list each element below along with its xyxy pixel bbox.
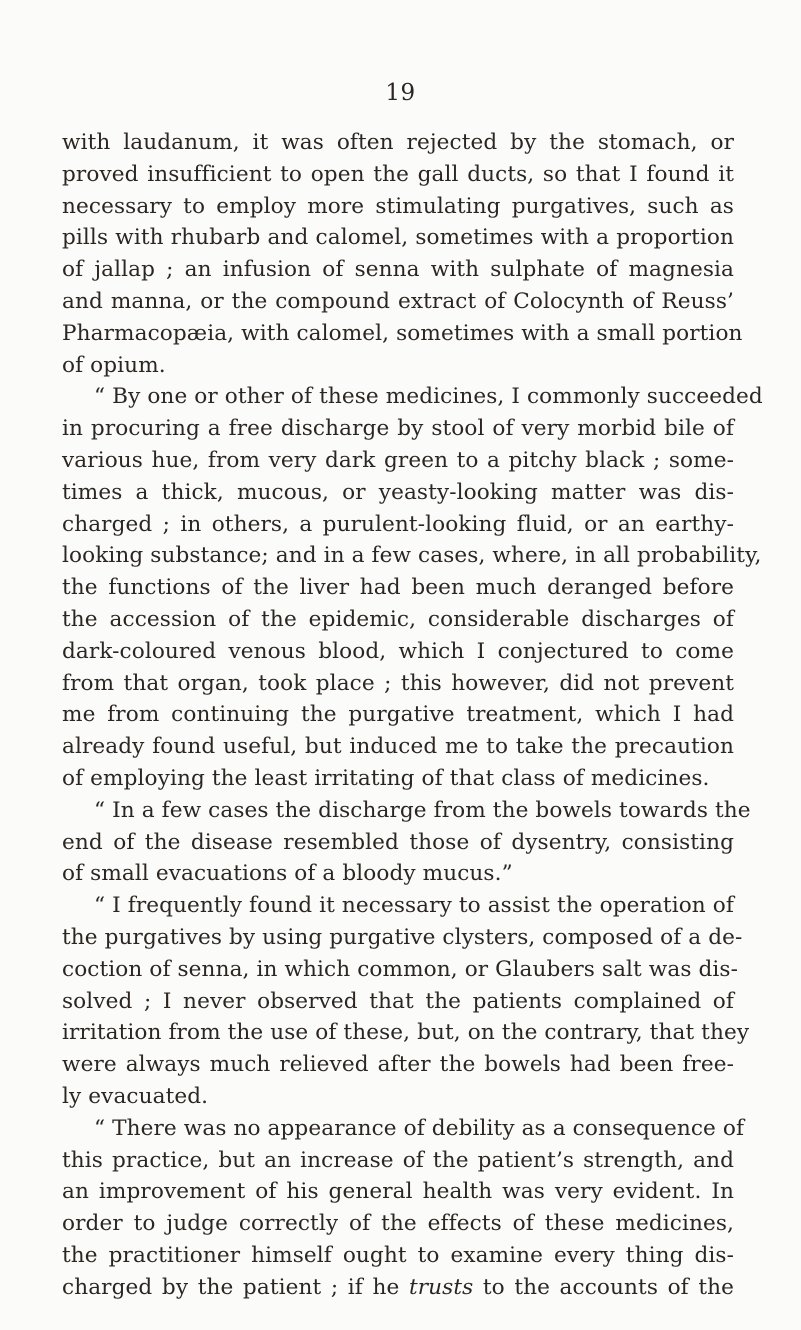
text-line: “ I frequently found it necessary to assist the operation of [94,893,734,919]
text-line: irritation from the use of these, but, on the contrary, that they [62,1020,750,1046]
text-line: of small evacuations of a bloody mucus.” [62,861,513,887]
text-line: order to judge correctly of the effects of these medicines, [62,1211,734,1237]
body-text [62,127,763,1303]
text-line: the accession of the epidemic, considerable discharges of [62,606,734,632]
text-line: me from continuing the purgative treatment, which I had [62,702,734,728]
text-line: of opium. [62,352,166,378]
text-line: the purgatives by using purgative clysters, composed of a de- [62,924,743,950]
text-line: of employing the least irritating of that class of medicines. [62,765,710,791]
text-segment: charged by the patient ; if he [62,1274,409,1300]
text-line: with laudanum, it was often rejected by the stomach, or [62,130,734,155]
text-line: “ There was no appearance of debility as a consequence of [94,1115,745,1141]
text-line: proved insufficient to open the gall ducts, so that I found it [62,161,734,187]
text-line: were always much relieved after the bowels had been free- [62,1052,734,1078]
text-line: the functions of the liver had been much deranged before [62,575,734,601]
text-line: looking substance; and in a few cases, where, in all probability, [62,543,762,569]
text-line: various hue, from very dark green to a pitchy black ; some- [62,447,734,473]
text-line: “ In a few cases the discharge from the bowels towards the [94,797,751,823]
text-line: solved ; I never observed that the patients complained of [62,988,734,1014]
text-line: in procuring a free discharge by stool of very morbid bile of [62,416,734,442]
text-line: charged ; in others, a purulent-looking fluid, or an earthy- [62,511,734,537]
text-line: from that organ, took place ; this however, did not prevent [62,670,734,696]
page-number: 19 [385,80,416,106]
text-line: coction of senna, in which common, or Glaubers salt was dis- [62,956,739,982]
text-line: the practitioner himself ought to examine every thing dis- [62,1242,734,1268]
text-line: Pharmacopæia, with calomel, sometimes with a small portion [62,320,743,346]
text-line: of jallap ; an infusion of senna with sulphate of magnesia [62,257,734,283]
text-line: pills with rhubarb and calomel, sometimes with a proportion [62,225,734,251]
text-line: and manna, or the compound extract of Colocynth of Reuss’ [62,288,734,314]
text-line: end of the disease resembled those of dysentry, consisting [62,829,734,855]
italic-word: trusts [408,1274,474,1300]
text-line: already found useful, but induced me to take the precaution [62,734,734,760]
text-line: ly evacuated. [62,1083,209,1109]
text-line: this practice, but an increase of the patient’s strength, and [62,1147,734,1173]
text-line: “ By one or other of these medicines, I commonly succeeded [94,384,763,410]
text-line: necessary to employ more stimulating purgatives, such as [62,193,734,219]
text-line: an improvement of his general health was very evident. In [62,1179,734,1205]
text-segment: to the accounts of the [473,1274,734,1300]
text-line-final [62,1272,734,1304]
text-line: dark-coloured venous blood, which I conjectured to come [62,638,734,664]
text-line: times a thick, mucous, or yeasty-looking matter was dis- [62,479,734,505]
